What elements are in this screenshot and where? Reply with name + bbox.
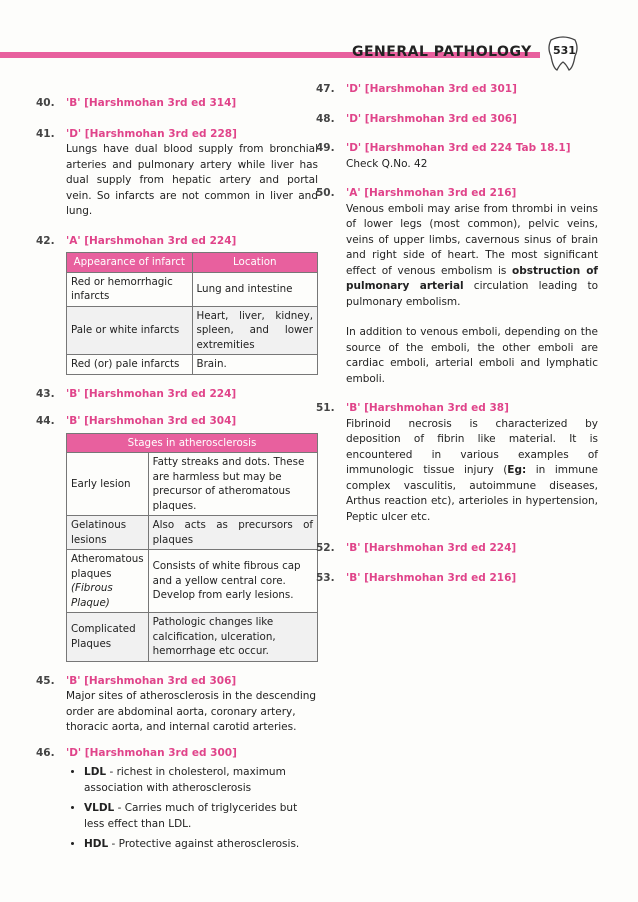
question-53: 53. 'B' [Harshmohan 3rd ed 216] (316, 571, 517, 584)
explanation: In addition to venous emboli, depending on the source of the emboli, the other emboli are cardiac emboli, arterial emboli and lymphatic emboli. (346, 326, 598, 385)
answer-ref: 'D' [Harshmohan 3rd ed 306] (346, 112, 517, 125)
answer-ref: 'B' [Harshmohan 3rd ed 306] (66, 674, 237, 687)
page-title: GENERAL PATHOLOGY (352, 44, 532, 60)
answer-ref: 'B' [Harshmohan 3rd ed 224] (66, 387, 237, 400)
answer-ref: 'D' [Harshmohan 3rd ed 300] (66, 746, 237, 759)
question-47: 47. 'D' [Harshmohan 3rd ed 301] (316, 83, 517, 95)
answer-ref: 'D' [Harshmohan 3rd ed 224 Tab 18.1] (346, 142, 571, 154)
question-46: 46. 'D' [Harshmohan 3rd ed 300] • LDL - richest in cholesterol, maximum association with atherosclerosis • VLDL - Carries much of triglycerides but less effect than LDL. • HDL - Protective against atherosclerosis. (36, 746, 318, 858)
answer-ref: 'D' [Harshmohan 3rd ed 301] (346, 83, 517, 95)
question-51: 51. 'B' [Harshmohan 3rd ed 38] Fibrinoid necrosis is characterized by deposition of fibrin like material. It is encountered in various examples of immunologic tissue injury (Eg: in immune complex vasculitis, autoimmune diseases, Arthus reaction etc), arterioles in hypertension, Peptic ulcer etc. (316, 401, 598, 525)
explanation: Venous emboli may arise from thrombi in veins of lower legs (most common), pelvic veins, veins of upper limbs, cavernous sinus of brain and right side of heart. The most significant effect of venous embolism is obstruction of pulmonary arterial circulation leading to pulmonary embolism. (346, 202, 598, 308)
question-52: 52. 'B' [Harshmohan 3rd ed 224] (316, 542, 517, 554)
explanation: Lungs have dual blood supply from bronchial arteries and pulmonary artery while liver has dual supply from hepatic artery and portal vein. So infarcts are not common in liver and lung. (66, 143, 318, 217)
answer-ref: 'B' [Harshmohan 3rd ed 216] (346, 571, 517, 584)
table-row: Complicated Plaques Pathologic changes like calcification, ulceration, hemorrhage etc occur. (67, 613, 318, 662)
question-49: 49. 'D' [Harshmohan 3rd ed 224 Tab 18.1] Check Q.No. 42 (316, 141, 598, 172)
left-column (36, 96, 318, 864)
right-column (316, 82, 598, 592)
question-50: 50. 'A' [Harshmohan 3rd ed 216] Venous emboli may arise from thrombi in veins of lower legs (most common), pelvic veins, veins of upper limbs, cavernous sinus of brain and right side of heart. The most significant effect of venous embolism is obstruction of pulmonary arterial circulation leading to pulmonary embolism. In addition to venous emboli, depending on the source of the emboli, the other emboli are cardiac emboli, arterial emboli and lymphatic emboli. (316, 186, 598, 387)
answer-ref: 'B' [Harshmohan 3rd ed 224] (346, 542, 517, 554)
table-row: Red (or) pale infarcts Brain. (67, 355, 318, 375)
table-row: Atheromatous plaques (Fibrous Plaque) Consists of white fibrous cap and a yellow central core. Develop from early lesions. (67, 550, 318, 613)
question-40: 40. 'B' [Harshmohan 3rd ed 314] (36, 97, 237, 109)
page-number: 531 (553, 44, 576, 57)
atherosclerosis-table (66, 433, 318, 662)
question-41: 41. 'D' [Harshmohan 3rd ed 228] Lungs have dual blood supply from bronchial arteries and pulmonary artery while liver has dual supply from hepatic artery and portal vein. So infarcts are not common in liver and lung. (36, 127, 318, 220)
explanation: Major sites of atherosclerosis in the descending order are abdominal aorta, coronary artery, thoracic aorta, and internal carotid arteries. (66, 690, 317, 733)
explanation: Fibrinoid necrosis is characterized by deposition of fibrin like material. It is encountered in various examples of immunologic tissue injury (Eg: in immune complex vasculitis, autoimmune diseases, Arthus reaction etc), arterioles in hypertension, Peptic ulcer etc. (346, 417, 598, 523)
table-row: Early lesion Fatty streaks and dots. These are harmless but may be precursor of atheromatous plaques. (67, 453, 318, 516)
answer-ref: 'A' [Harshmohan 3rd ed 216] (346, 187, 517, 199)
answer-ref: 'B' [Harshmohan 3rd ed 304] (66, 415, 237, 427)
table-header: Appearance of infarct (67, 253, 193, 273)
lipoprotein-list (66, 765, 318, 853)
explanation: Check Q.No. 42 (346, 157, 428, 170)
answer-ref: 'B' [Harshmohan 3rd ed 38] (346, 402, 509, 414)
question-48: 48. 'D' [Harshmohan 3rd ed 306] (316, 112, 517, 125)
question-43: 43. 'B' [Harshmohan 3rd ed 224] (36, 387, 237, 400)
list-item: • HDL - Protective against atherosclerosis. (84, 837, 318, 853)
table-row: Gelatinous lesions Also acts as precursors of plaques (67, 516, 318, 550)
infarct-table (66, 252, 318, 375)
question-42: 42. 'A' [Harshmohan 3rd ed 224] Appearance of infarct Location Red or hemorrhagic infarcts Lung and intestine Pale or white infarcts Heart, liver, kidney, spleen, and lower extremities Red (or) pale infarcts Brain. (36, 234, 318, 375)
question-45: 45. 'B' [Harshmohan 3rd ed 306] Major sites of atherosclerosis in the descending order are abdominal aorta, coronary artery, thoracic aorta, and internal carotid arteries. (36, 674, 318, 736)
table-row: Red or hemorrhagic infarcts Lung and intestine (67, 272, 318, 306)
table-header: Stages in atherosclerosis (67, 433, 318, 453)
list-item: • LDL - richest in cholesterol, maximum association with atherosclerosis (84, 765, 318, 796)
table-header: Location (192, 253, 318, 273)
table-row: Pale or white infarcts Heart, liver, kidney, spleen, and lower extremities (67, 306, 318, 355)
answer-ref: 'B' [Harshmohan 3rd ed 314] (66, 97, 237, 109)
answer-ref: 'D' [Harshmohan 3rd ed 228] (66, 127, 237, 140)
answer-ref: 'A' [Harshmohan 3rd ed 224] (66, 234, 237, 247)
question-44: 44. 'B' [Harshmohan 3rd ed 304] Stages in atherosclerosis Early lesion Fatty streaks and dots. These are harmless but may be precursor of atheromatous plaques. Gelatinous lesions Also acts as precursors of plaques Atheromatous plaques (Fibrous Plaque) Consists of white fibrous cap and a yellow central core. Develop from early lesions. Complicated Plaques Pathologic changes like calcification, ulceration, hemorrhage etc occur. (36, 414, 318, 662)
list-item: • VLDL - Carries much of triglycerides but less effect than LDL. (84, 801, 318, 832)
